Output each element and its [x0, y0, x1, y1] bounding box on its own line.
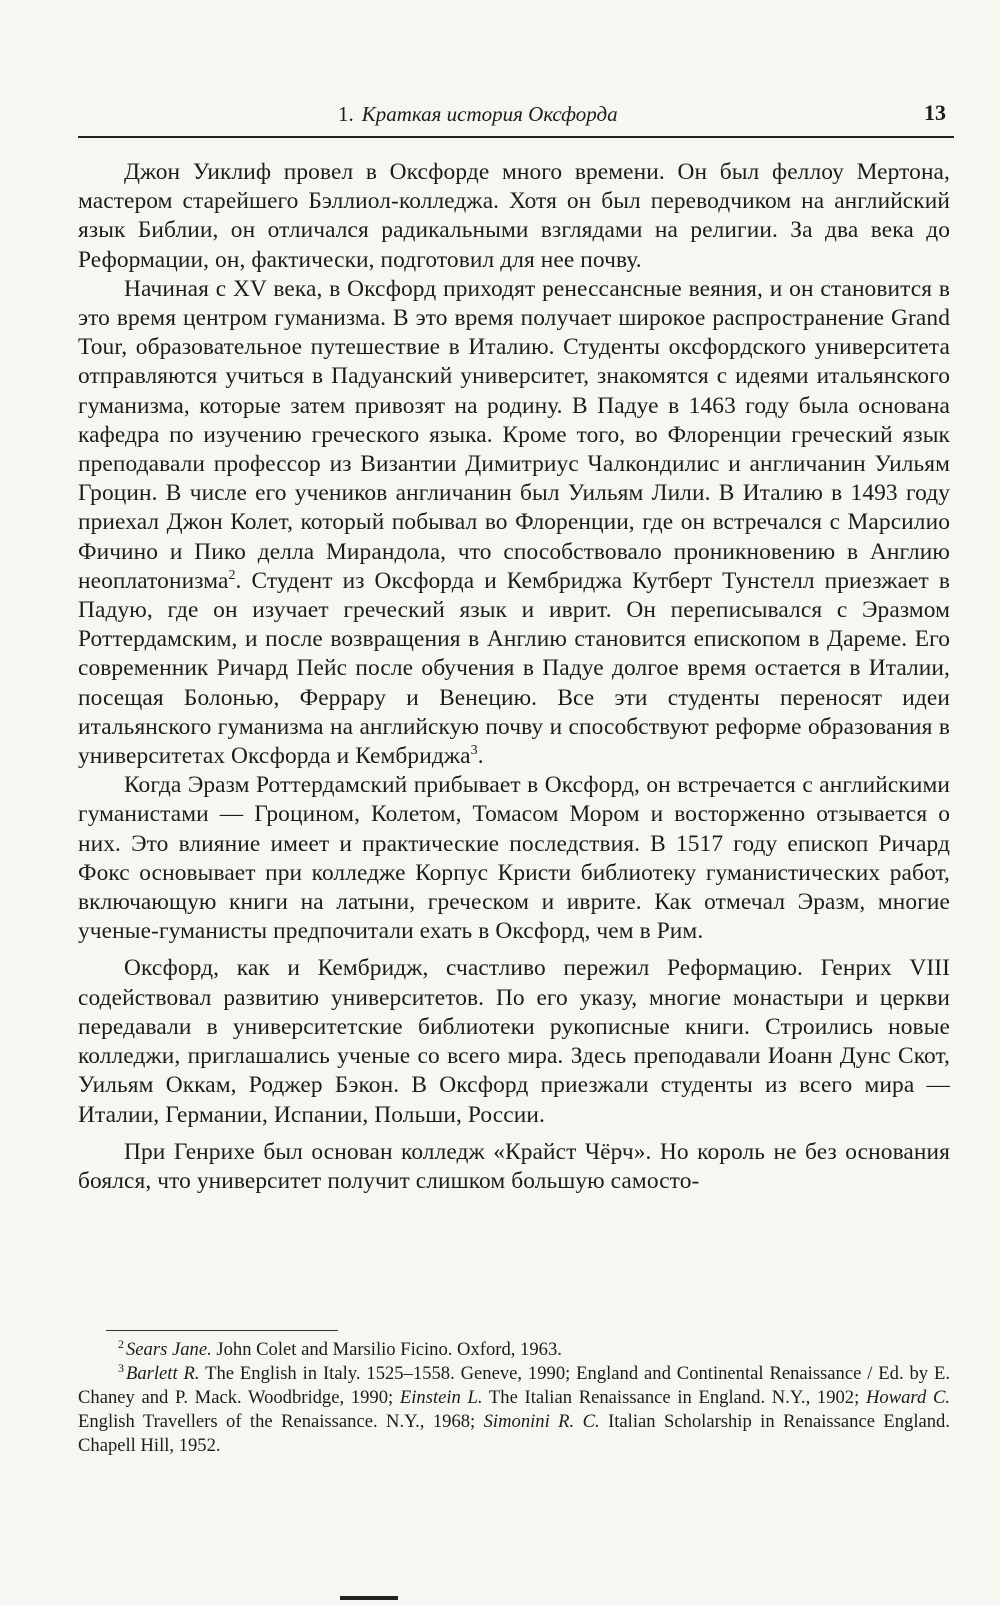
footnote-author: Sears Jane. [126, 1339, 212, 1360]
paragraph-text: . Студент из Оксфорда и Кембриджа Кутберт Тунстелл приезжает в Падую, где он изучает греческий язык и иврит. Он переписывался с Эразмом Роттердамским, и после возвращения в Англию становится епископом в Дареме. Его современник Ричард Пейс после обучения в Падуе долгое время остается в Италии, посещая Болонью, Феррару и Венецию. Все эти студенты переносят идеи итальянского гуманизма на английскую почву и способствуют реформе образования в университетах Оксфорда и Кембриджа [78, 567, 950, 770]
book-page [78, 0, 954, 1605]
footnote-text: The Italian Renaissance in England. N.Y., 1902; [488, 1387, 860, 1408]
footnote-divider [106, 1330, 338, 1331]
footnote-marker: 2 [118, 1336, 124, 1351]
page-edge-mark [340, 1596, 398, 1600]
footnote-ref[interactable]: 3 [470, 743, 478, 759]
paragraph-christ-church [78, 1138, 950, 1196]
chapter-number: 1. [338, 102, 354, 126]
footnote-author: Howard C. [865, 1387, 951, 1408]
paragraph-text: При Генрихе был основан колледж «Крайст Чёрч». Но король не без основания боялся, что университет получит слишком большую самосто- [78, 1138, 950, 1194]
footnote-author: Einstein L. [399, 1387, 483, 1408]
main-text [78, 158, 950, 1196]
footnote-3 [78, 1362, 950, 1458]
page-number: 13 [924, 100, 946, 125]
footnote-text: John Colet and Marsilio Ficino. Oxford, 1963. [216, 1339, 562, 1360]
footnote-2 [78, 1338, 950, 1362]
chapter-title: Краткая история Оксфорда [361, 102, 618, 126]
footnote-ref[interactable]: 2 [228, 568, 236, 584]
paragraph-text: Начиная с XV века, в Оксфорд приходят ренессансные веяния, и он становится в это время центром гуманизма. В это время получает широкое распространение Grand Tour, образовательное путешествие в Италию. Студенты оксфордского университета отправляются учиться в Падуанский университет, знакомятся с идеями итальянского гуманизма, которые затем привозят на родину. В Падуе в 1463 году была основана кафедра по изучению греческого языка. Кроме того, во Флоренции греческий язык преподавали профессор из Византии Димитриус Чалкондилис и англичанин Уильям Гроцин. В числе его учеников англичанин был Уильям Лили. В Италию в 1493 году приехал Джон Колет, который побывал во Флоренции, где он встречался с Марсилио Фичино и Пико делла Мирандола, что способствовало проникновению в Англию неоплатонизма [78, 275, 950, 594]
chapter-heading [338, 102, 618, 127]
footnote-marker: 3 [118, 1360, 124, 1375]
paragraph-text: Оксфорд, как и Кембридж, счастливо пережил Реформацию. Генрих VIII содействовал развитию университетов. По его указу, многие монастыри и церкви передавали в университетские библиотеки рукописные книги. Строились новые колледжи, приглашались ученые со всего мира. Здесь преподавали Иоанн Дунс Скот, Уильям Оккам, Роджер Бэкон. В Оксфорд приезжали студенты из всего мира — Италии, Германии, Испании, Польши, России. [78, 955, 950, 1128]
footnote-text: English Travellers of the Renaissance. N.Y., 1968; [78, 1411, 476, 1432]
paragraph-renaissance [78, 275, 950, 771]
footnote-author: Barlett R. [126, 1363, 200, 1384]
running-header [78, 98, 954, 138]
paragraph-reformation [78, 954, 950, 1129]
footnote-text: Italian Scholarship in Renaissance England. Chapell Hill, 1952. [78, 1411, 950, 1456]
footnote-text: The English in Italy. 1525–1558. Geneve, 1990; England and Continental Renaissance / Ed. by E. Chaney and P. Mack. Woodbridge, 1990; [78, 1363, 950, 1408]
paragraph-erasmus [78, 771, 950, 946]
footnote-author: Simonini R. C. [483, 1411, 600, 1432]
paragraph-text: . [477, 743, 484, 770]
paragraph-text: Джон Уиклиф провел в Оксфорде много времени. Он был феллоу Мертона, мастером старейшего Бэллиол-колледжа. Хотя он был переводчиком на английский язык Библии, он отличался радикальными взглядами на религии. За два века до Реформации, он, фактически, подготовил для нее почву. [78, 159, 950, 273]
footnotes [78, 1338, 950, 1458]
paragraph-text: Когда Эразм Роттердамский прибывает в Оксфорд, он встречается с английскими гуманистами — Гроцином, Колетом, Томасом Мором и восторженно отзывается о них. Это влияние имеет и практические последствия. В 1517 году епископ Ричард Фокс основывает при колледже Корпус Кристи библиотеку гуманистических работ, включающую книги на латыни, греческом и иврите. Как отмечал Эразм, многие ученые-гуманисты предпочитали ехать в Оксфорд, чем в Рим. [78, 772, 950, 945]
paragraph-wycliffe [78, 158, 950, 275]
